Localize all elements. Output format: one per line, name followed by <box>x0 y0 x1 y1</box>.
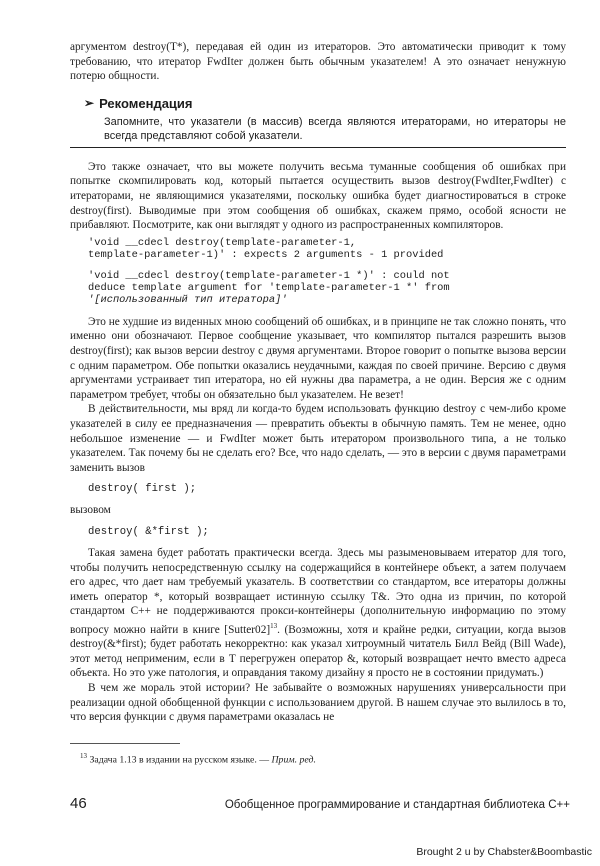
footnote-number: 13 <box>80 751 87 760</box>
credit-text: Brought 2 u by Chabster&Boombastic <box>416 846 592 858</box>
page-footer <box>70 795 570 812</box>
code-error-2-line-2: deduce template argument for 'template-parameter-1 *' from <box>88 281 450 294</box>
code-error-2-line-3: '[использованный тип итератора]' <box>88 294 288 307</box>
footnote-divider <box>70 743 180 744</box>
footnote-note: Прим. ред. <box>271 754 316 766</box>
paragraph-replacement-part-1: Такая замена будет работать практически всегда. Здесь мы разыменовываем итератор для того, чтобы получить непосредственную ссылку на содержащийся в контейнере объект, а затем получаем его адрес, что дает нам требуемый указатель. В соответствии со стандартом, все итераторы должны иметь оператор *, который возвращает истинную ссылку T&. Это одна из причин, по которой стандартом C++ не поддерживаются прокси-контейнеры (дополнительную информацию по этому вопросу можно найти в книге [Sutter02] <box>70 546 566 636</box>
code-error-1: 'void __cdecl destroy(template-parameter-1, template-parameter-1)' : expects 2 arguments - 1 provided <box>88 236 444 262</box>
paragraph-error-messages: Это также означает, что вы можете получить весьма туманные сообщения об ошибках при попытке скомпилировать код, который пытается осуществить вызов destroy(FwdIter,FwdIter) с итераторами, не являющимися указателями, поскольку ошибка будет диагностироваться в строке destroy(first). Выводимые при этом сообщения об ошибках, скажем прямо, особой ясности не прибавляют. Посмотрите, как они выглядят у одного из распространенных компиляторов. <box>70 160 566 232</box>
recommendation-title: Рекомендация <box>99 95 193 111</box>
code-destroy-deref: destroy( &*first ); <box>88 525 209 538</box>
running-title: Обобщенное программирование и стандартная библиотека C++ <box>224 799 570 811</box>
code-error-2 <box>88 270 566 307</box>
footnote <box>80 750 566 766</box>
intro-paragraph: аргументом destroy(T*), передавая ей один из итераторов. Это автоматически приводит к тому требованию, что итератор FwdIter должен быть обычным указателем! А это означает ненужную потерю общности. <box>70 41 566 83</box>
code-destroy-first: destroy( first ); <box>88 483 197 496</box>
recommendation-box <box>70 96 566 148</box>
paragraph-replacement <box>70 546 566 681</box>
page-number: 46 <box>70 795 87 812</box>
paragraph-replacement-part-2: . (Возможны, хотя и крайне редки, ситуации, когда вызов destroy(&*first); будет работать некорректно: как указал хитроумный читатель Билл Вейд (Bill Wade), этот метод неприменим, если в T перегружен оператор &, который возвращает нечто вместо адреса объекта. Но это уже патология, и оправдания такому дизайну я просто не в состоянии придумать.) <box>70 623 566 680</box>
recommendation-text: Запомните, что указатели (в массив) всегда являются итераторами, но итераторы не всегда представляют собой указатели. <box>104 115 566 142</box>
code-error-2-line-1: 'void __cdecl destroy(template-parameter-1 *)' : could not <box>88 269 450 282</box>
paragraph-explanation: Это не худшие из виденных мною сообщений об ошибках, и в принципе не так сложно понять, что именно они обозначают. Первое сообщение указывает, что компилятор пытался разрешить вызов destroy(first); как вызов версии destroy с двумя аргументами. Второе говорит о попытке вызова версии с одним параметром. Обе попытки оказались неудачными, каждая по своей причине. Версию с двумя аргументами устраивает тип итератора, но ей нужны два параметра, а не один. Версия же с одним параметром требует, чтобы он обязательно был указателем. Не везет! <box>70 315 566 401</box>
recommendation-heading <box>84 96 566 111</box>
arrow-bullet-icon: ➢ <box>84 96 95 111</box>
footnote-text: Задача 1.13 в издании на русском языке. — <box>87 754 272 766</box>
paragraph-actually: В действительности, мы вряд ли когда-то будем использовать функцию destroy с чем-либо кроме указателей в силу ее предназначения — превратить объекты в обычную память. Тем не менее, одно небольшое изменение — и FwdIter может быть итератором произвольного типа, а не только указателем. Так почему бы не сделать его? Все, что надо сделать, — это в версии с двумя параметрами заменить вызов <box>70 403 566 474</box>
page-content <box>70 40 566 766</box>
footnote-ref[interactable]: 13 <box>270 621 278 630</box>
paragraph-moral: В чем же мораль этой истории? Не забывайте о возможных нарушениях универсальности при реализации одной обобщенной функции с использованием другой. В нашем случае это вылилось в то, что версия функции с двумя параметрами оказалась не <box>70 682 566 724</box>
word-by-call: вызовом <box>70 504 111 517</box>
